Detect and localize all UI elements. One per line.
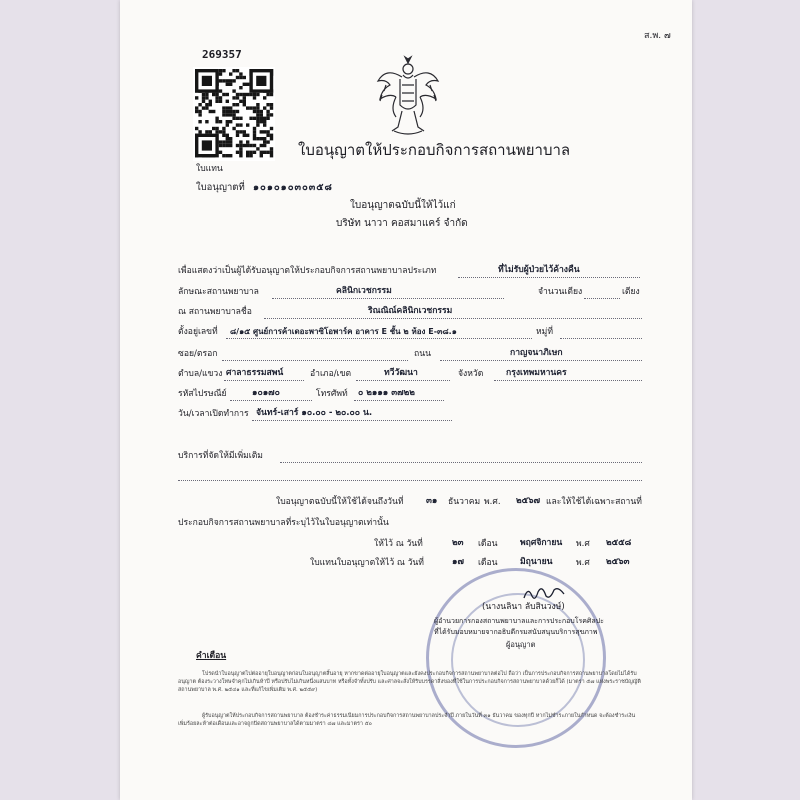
issued-to-line1: ใบอนุญาตฉบับนี้ให้ไว้แก่	[350, 200, 456, 211]
given-month: พฤศจิกายน	[520, 538, 563, 548]
road-label: ถนน	[414, 349, 431, 359]
signatory-role-1: ผู้อำนวยการกองสถานพยาบาลและการประกอบโรคศิลปะ	[434, 617, 604, 625]
soi-label: ซอย/ตรอก	[178, 349, 218, 359]
signature-icon	[520, 582, 570, 604]
district-value: ทวีวัฒนา	[384, 368, 418, 378]
given-be-label: พ.ศ	[576, 539, 590, 549]
beds-label: จำนวนเตียง	[538, 287, 583, 297]
replacement-date-label: ใบแทนใบอนุญาตให้ไว้ ณ วันที่	[310, 558, 424, 568]
hours-value: จันทร์-เสาร์ ๑๐.๐๐ - ๒๐.๐๐ น.	[256, 408, 373, 418]
province-value: กรุงเทพมหานคร	[506, 368, 567, 378]
moo-label: หมู่ที่	[536, 327, 553, 337]
validity-text: ใบอนุญาตฉบับนี้ให้ใช้ได้จนถึงวันที่	[276, 497, 404, 507]
district-label: อำเภอ/เขต	[310, 369, 352, 379]
postal-value: ๑๐๑๗๐	[252, 388, 280, 398]
validity-month: ธันวาคม	[448, 497, 481, 507]
extra-services-label: บริการที่จัดให้มีเพิ่มเติม	[178, 451, 263, 461]
phone-label: โทรศัพท์	[316, 389, 348, 399]
road-value: กาญจนาภิเษก	[510, 348, 563, 358]
validity-line2: ประกอบกิจการสถานพยาบาลที่ระบุไว้ในใบอนุญาตเท่านั้น	[178, 518, 389, 528]
garuda-emblem-icon	[372, 55, 444, 139]
given-month-label: เดือน	[478, 539, 498, 549]
validity-year: ๒๕๖๗	[516, 496, 541, 506]
replacement-year: ๒๕๖๓	[606, 557, 630, 567]
license-number-label: ใบอนุญาตที่	[196, 182, 245, 193]
replacement-month-label: เดือน	[478, 558, 498, 568]
province-label: จังหวัด	[458, 369, 484, 379]
warning-paragraph-2: ผู้รับอนุญาตให้ประกอบกิจการสถานพยาบาล ต้องชำระค่าธรรมเนียมการประกอบกิจการสถานพยาบาลประจำปี ภายในวันที่ ๓๑ ธันวาคม ของทุกปี หากไม่ชำระภายในกำหนด จะต้องชำระเงินเพิ่มร้อยละห้าต่อเดือนและอาจถูกปิดสถานพยาบาลได้ตามมาตรา ๔๗ และมาตรา ๕๐	[178, 713, 636, 727]
signatory-name: (นางนลินา ลับสินวงษ์)	[482, 602, 565, 612]
name-label: ณ สถานพยาบาลชื่อ	[178, 307, 252, 317]
subdistrict-value: ศาลาธรรมสพน์	[226, 368, 284, 378]
validity-be: พ.ศ.	[484, 497, 501, 507]
form-code: ส.พ. ๗	[644, 31, 671, 41]
hours-label: วัน/เวลาเปิดทำการ	[178, 409, 249, 419]
beds-unit: เตียง	[622, 287, 640, 297]
phone-value: ๐ ๒๑๑๑ ๓๗๒๒	[358, 388, 415, 398]
replacement-label: ใบแทน	[196, 164, 223, 174]
license-number: ๑๐๑๐๑๐๓๐๓๕๘	[253, 182, 333, 193]
address-label: ตั้งอยู่เลขที่	[178, 327, 218, 337]
given-year: ๒๕๕๘	[606, 538, 632, 548]
signatory-role-2: ที่ได้รับมอบหมายจากอธิบดีกรมสนับสนุนบริการสุขภาพ	[434, 628, 598, 636]
serial-number: 269357	[202, 48, 242, 61]
issued-to-company: บริษัท นาวา คอสมาแคร์ จำกัด	[336, 218, 468, 229]
replacement-day: ๑๗	[452, 557, 464, 567]
nature-value: คลินิกเวชกรรม	[336, 286, 392, 296]
warning-paragraph-1: โปรดนำใบอนุญาตไปต่ออายุใบอนุญาตก่อนใบอนุญาตสิ้นอายุ หากขาดต่ออายุใบอนุญาตและยังคงประกอบกิจการสถานพยาบาลต่อไป ถือว่า เป็นการประกอบกิจการสถานพยาบาลโดยไม่ได้รับอนุญาต ต้องระวางโทษจำคุกไม่เกินห้าปี หรือปรับไม่เกินหนึ่งแสนบาท หรือทั้งจำทั้งปรับ และศาลจะสั่งให้ริบบรรดาสิ่งของที่ใช้ในการประกอบกิจการสถานพยาบาลด้วยก็ได้ (มาตรา ๕๗ แห่งพระราชบัญญัติสถานพยาบาล พ.ศ. ๒๕๔๑ และที่แก้ไขเพิ่มเติม พ.ศ. ๒๕๕๙)	[178, 671, 641, 693]
given-day: ๒๓	[452, 538, 464, 548]
name-value: ริณณิณ์คลินิกเวชกรรม	[368, 306, 453, 316]
subdistrict-label: ตำบล/แขวง	[178, 369, 223, 379]
postal-label: รหัสไปรษณีย์	[178, 389, 227, 399]
replacement-be-label: พ.ศ	[576, 558, 590, 568]
nature-label: ลักษณะสถานพยาบาล	[178, 287, 259, 297]
type-label: เพื่อแสดงว่าเป็นผู้ได้รับอนุญาตให้ประกอบกิจการสถานพยาบาลประเภท	[178, 266, 437, 276]
validity-text-2: และให้ใช้ได้เฉพาะสถานที่	[546, 497, 642, 507]
replacement-month: มิถุนายน	[520, 557, 553, 567]
address-value: ๘/๑๕ ศูนย์การค้าเดอะพาซิโอพาร์ค อาคาร E ชั้น ๒ ห้อง E-๓๘.๑	[230, 327, 457, 336]
validity-day: ๓๑	[426, 496, 438, 506]
qr-code-icon	[193, 67, 275, 161]
given-date-label: ให้ไว้ ณ วันที่	[374, 539, 423, 549]
warning-title: คำเตือน	[196, 651, 227, 661]
document-title: ใบอนุญาตให้ประกอบกิจการสถานพยาบาล	[298, 141, 571, 159]
type-value: ที่ไม่รับผู้ป่วยไว้ค้างคืน	[498, 265, 580, 275]
signatory-role-3: ผู้อนุญาต	[506, 640, 536, 649]
